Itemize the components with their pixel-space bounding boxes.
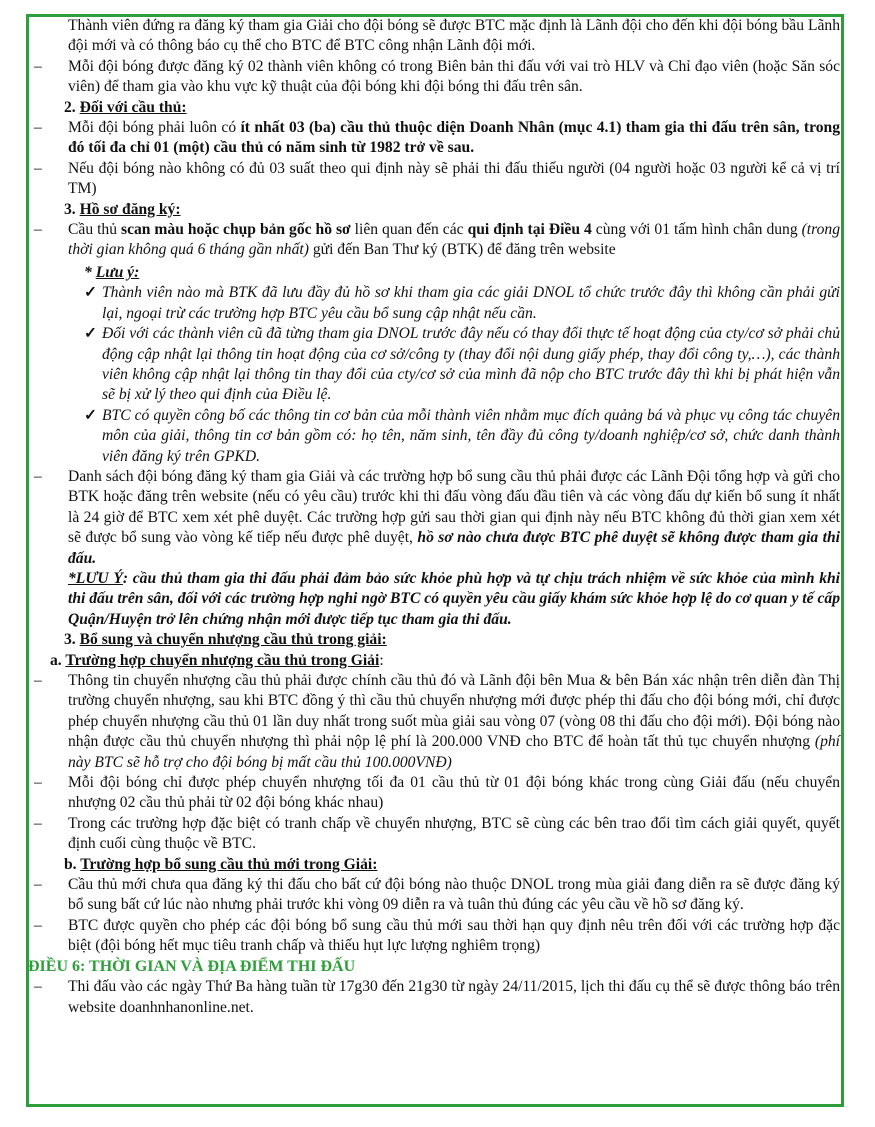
document-body <box>28 16 840 1018</box>
warning-text: : cầu thủ tham gia thi đấu phải đảm bảo sức khỏe phù hợp và tự chịu trách nhiệm về sức khỏe của mình khi thi đấu trên sân, đối với các trường hợp nghi ngờ BTC có quyền yêu cầu giấy khám sức khỏe hợp lệ do cơ quan y tế cấp Quận/Huyện trở lên chứng nhận mới được tiếp tục tham gia thi đấu. <box>68 569 840 628</box>
note-label: Lưu ý: <box>95 263 140 281</box>
text-run: Cầu thủ <box>68 221 121 239</box>
bold-run: scan màu hoặc chụp bản gốc hồ sơ <box>121 221 351 239</box>
paragraph-schedule: – Thi đấu vào các ngày Thứ Ba hàng tuần từ 17g30 đến 21g30 từ ngày 24/11/2015, lịch thi đấu cụ thể sẽ được thông báo trên website doanhnhanonline.net. <box>28 977 840 1018</box>
check-item-2: ✓ Đối với các thành viên cũ đã từng tham gia DNOL trước đây nếu có thay đổi thực tế hoạt động của cty/cơ sở phải chủ động cập nhật lại thông tin hoạt động của cơ sở/công ty (thay đổi nội dung giấy phép, thay đổi công ty,…), các thành viên không cập nhật lại thông tin thay đổi của cty/cơ sở của mình đã nộp cho BTC trước đây thì khi bị phát hiện vẫn sẽ bị xử lý theo qui định của Điều lệ. <box>28 324 840 406</box>
paragraph-shortage: – Nếu đội bóng nào không có đủ 03 suất theo qui định này sẽ phải thi đấu thiếu người (04 người hoặc 03 người kể cả vị trí TM) <box>28 159 840 200</box>
warning-label: *LƯU Ý <box>68 569 123 587</box>
article-6-heading: ĐIỀU 6: THỜI GIAN VÀ ĐỊA ĐIỂM THI ĐẤU <box>28 957 356 975</box>
subheading-b <box>28 855 840 875</box>
paragraph-min-players <box>28 118 840 159</box>
heading-text: Bổ sung và chuyển nhượng cầu thủ trong giải: <box>79 631 387 649</box>
text-run: gửi đến Ban Thư ký (BTK) để đăng trên website <box>308 241 616 259</box>
heading-transfers <box>28 630 840 650</box>
subheading-text: Trường hợp bổ sung cầu thủ mới trong Giải: <box>80 855 378 873</box>
heading-number: 3. <box>64 631 76 649</box>
heading-registration-docs <box>28 200 840 220</box>
text-run: Thông tin chuyển nhượng cầu thủ phải được chính cầu thủ đó và Lãnh đội bên Mua & bên Bán xác nhận trên diễn đàn Thị trường chuyển nhượng, sau khi BTC đồng ý thì cầu thủ chuyển nhượng mới được phép thi đấu cho đội bóng mới, chỉ được phép chuyển nhượng cầu thủ 01 lần duy nhất trong suốt mùa giải sau vòng 07 (vòng 08 thi đấu cho đội mới). Đội bóng nào nhận được cầu thủ chuyển nhượng thì phải nộp lệ phí là 200.000 VNĐ cho BTC để hoàn tất thủ tục chuyển nhượng <box>68 672 840 751</box>
paragraph-coach-registration: – Mỗi đội bóng được đăng ký 02 thành viên không có trong Biên bản thi đấu với vai trò HLV và Chỉ đạo viên (hoặc Săn sóc viên) để tham gia vào khu vực kỹ thuật của đội bóng khi đội bóng thi đấu trên sân. <box>28 57 840 98</box>
check-item-3: ✓ BTC có quyền công bố các thông tin cơ bản của mỗi thành viên nhằm mục đích quảng bá và phục vụ công tác chuyên môn của giải, thông tin cơ bản gồm có: họ tên, năm sinh, tên đầy đủ công ty/doanh nghiệp/cơ sở, chức danh thành viên đăng ký trên GPKD. <box>28 406 840 467</box>
italic-run: (phí này BTC sẽ hỗ trợ cho đội bóng bị mất cầu thủ 100.000VNĐ) <box>68 733 840 771</box>
paragraph-scan-docs <box>28 220 840 261</box>
text-run: Mỗi đội bóng phải luôn có <box>68 119 241 137</box>
health-warning <box>28 569 840 630</box>
bold-run: ít nhất 03 (ba) cầu thủ thuộc diện Doanh Nhân (mục 4.1) tham gia thi đấu trên sân, trong đó tối đa chỉ 01 (một) cầu thủ có năm sinh từ 1982 trở về sau. <box>68 119 840 157</box>
paragraph-transfer-dispute: – Trong các trường hợp đặc biệt có tranh chấp về chuyển nhượng, BTC sẽ cùng các bên trao đổi tìm cách giải quyết, quyết định cuối cùng thuộc về BTC. <box>28 814 840 855</box>
paragraph-team-leader: Thành viên đứng ra đăng ký tham gia Giải cho đội bóng sẽ được BTC mặc định là Lãnh đội cho đến khi đội bóng bầu Lãnh đội mới và có thông báo cụ thể cho BTC để BTC công nhận Lãnh đội mới. <box>68 17 840 55</box>
subheading-letter: a. <box>50 651 62 669</box>
paragraph-new-player: – Cầu thủ mới chưa qua đăng ký thi đấu cho bất cứ đội bóng nào thuộc DNOL trong mùa giải đang diễn ra sẽ được đăng ký bổ sung bất cứ lúc nào nhưng phải trước khi vòng 09 diễn ra và tuân thủ đúng các yêu cầu về hồ sơ đăng ký. <box>28 875 840 916</box>
bold-run: qui định tại Điều 4 <box>467 221 592 239</box>
heading-players <box>28 98 840 118</box>
paragraph-transfer-limit: – Mỗi đội bóng chỉ được phép chuyển nhượng tối đa 01 cầu thủ từ 01 đội bóng khác trong cùng Giải đấu (nếu chuyển nhượng 02 cầu thủ phải từ 02 đội bóng khác nhau) <box>28 773 840 814</box>
text-run: liên quan đến các <box>350 221 468 239</box>
note-star: * <box>84 263 96 281</box>
text-run: Danh sách đội bóng đăng ký tham gia Giải và các trường hợp bổ sung cầu thủ phải được các Lãnh Đội tổng hợp và gửi cho BTK hoặc đăng trên website (nếu có yêu cầu) trước khi thi đấu vòng đấu đầu tiên và các vòng đấu dự kiến bổ sung ít nhất là 24 giờ để BTC xem xét phê duyệt. Các trường hợp gửi sau thời gian qui định này nếu BTC không đủ thời gian xem xét sẽ được bổ sung vào vòng kế tiếp nếu được phê duyệt, <box>68 467 840 547</box>
paragraph-special-cases: – BTC được quyền cho phép các đội bóng bổ sung cầu thủ mới sau thời hạn quy định nêu trên đối với các trường hợp đặc biệt (đội bóng hết mục tiêu tranh chấp và thiếu hụt lực lượng nghiêm trọng) <box>28 916 840 957</box>
note-title <box>28 263 840 283</box>
heading-number: 2. <box>64 98 76 116</box>
heading-number: 3. <box>64 200 76 218</box>
subheading-text: Trường hợp chuyển nhượng cầu thủ trong Giải <box>65 651 380 669</box>
subheading-colon: : <box>379 651 384 669</box>
heading-text: Hồ sơ đăng ký: <box>79 200 181 218</box>
text-run: cùng với 01 tấm hình chân dung <box>591 221 802 239</box>
check-item-1: ✓ Thành viên nào mà BTK đã lưu đầy đủ hồ sơ khi tham gia các giải DNOL tổ chức trước đây thì không cần phải gửi lại, ngoại trừ các trường hợp BTC yêu cầu bổ sung cập nhật nếu cần. <box>28 283 840 324</box>
italic-run: (trong thời gian không quá 6 tháng gần nhất) <box>68 221 841 259</box>
heading-text: Đối với cầu thủ: <box>79 98 187 116</box>
paragraph-transfer-info <box>28 671 840 773</box>
paragraph-team-list <box>28 467 840 569</box>
subheading-letter: b. <box>64 855 77 873</box>
bold-italic-run: hồ sơ nào chưa được BTC phê duyệt sẽ không được tham gia thi đấu. <box>68 529 840 567</box>
subheading-a <box>28 651 840 671</box>
